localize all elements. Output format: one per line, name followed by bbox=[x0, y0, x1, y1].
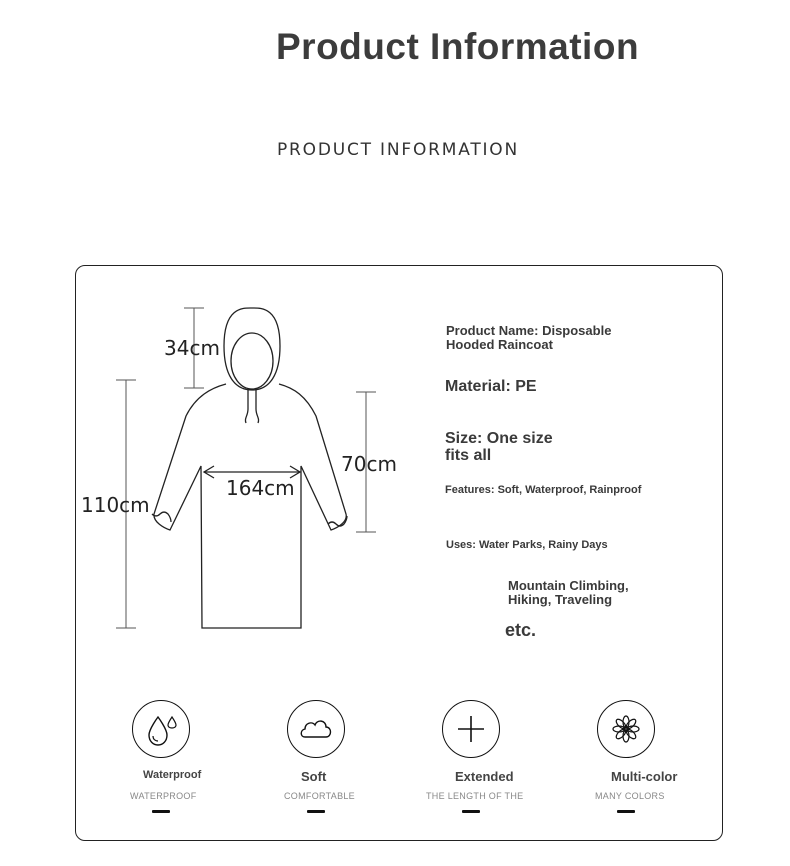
feature-divider bbox=[617, 810, 635, 813]
feature-label: Extended bbox=[455, 769, 514, 784]
plus-icon bbox=[442, 700, 500, 758]
page-title: Product Information bbox=[276, 26, 640, 67]
material: Material: PE bbox=[445, 378, 537, 395]
product-card bbox=[75, 265, 723, 841]
etc-text: etc. bbox=[505, 620, 537, 640]
feature-sublabel: WATERPROOF bbox=[130, 791, 197, 801]
page-subtitle: PRODUCT INFORMATION bbox=[277, 140, 520, 160]
uses-text: Uses: Water Parks, Rainy Days bbox=[446, 539, 608, 551]
water-drop-icon bbox=[132, 700, 190, 758]
feature-divider bbox=[152, 810, 170, 813]
features-text: Features: Soft, Waterproof, Rainproof bbox=[445, 484, 642, 496]
flower-icon bbox=[597, 700, 655, 758]
uses-more-text: Mountain Climbing, Hiking, Traveling bbox=[508, 578, 629, 607]
feature-label: Multi-color bbox=[611, 769, 678, 784]
cloud-icon bbox=[287, 700, 345, 758]
size: Size: One size fits all bbox=[445, 430, 553, 464]
product-name: Product Name: Disposable Hooded Raincoat bbox=[446, 323, 612, 352]
feature-divider bbox=[462, 810, 480, 813]
feature-sublabel: MANY COLORS bbox=[595, 791, 665, 801]
feature-label: Soft bbox=[301, 769, 327, 784]
hood-height-label: 34cm bbox=[164, 336, 220, 360]
total-length-label: 110cm bbox=[81, 493, 150, 517]
sleeve-length-label: 70cm bbox=[341, 452, 397, 476]
feature-label: Waterproof bbox=[143, 769, 202, 781]
feature-sublabel: COMFORTABLE bbox=[284, 791, 355, 801]
width-label: 164cm bbox=[226, 476, 295, 500]
feature-divider bbox=[307, 810, 325, 813]
feature-sublabel: THE LENGTH OF THE bbox=[426, 791, 524, 801]
